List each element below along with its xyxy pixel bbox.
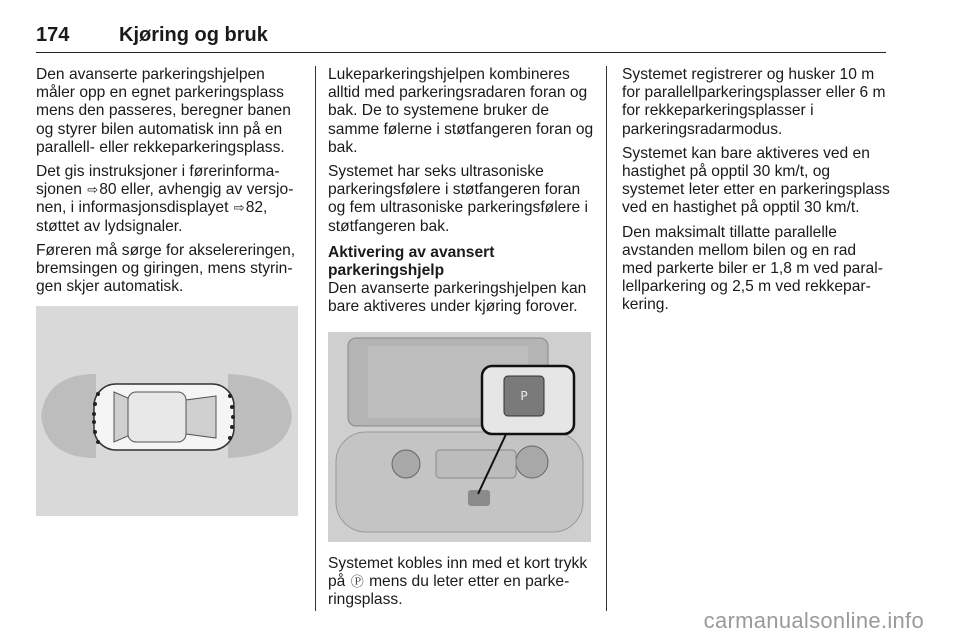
car-top-view-illustration	[36, 306, 298, 516]
paragraph: Den avanserte parkeringshjelpen kan bare aktiveres under kjøring forover.	[328, 280, 587, 316]
paragraph: Lukeparkeringshjelpen kombineres alltid med parkeringsradaren foran og bak. De to systemene bruker de samme følerne i støtfangeren foran og bak.	[328, 66, 594, 156]
center-console-illustration	[328, 332, 591, 542]
paragraph: Den avanserte parkeringshjelpen måler opp en egnet parkeringsplass mens den passeres, beregner banen og styrer bilen automatisk inn på en parallell- eller rekkeparkeringsplass.	[36, 66, 291, 156]
paragraph: Systemet har seks ultrasoniske parkeringsfølere i støtfangeren foran og fem ultrasoniske parkeringsfølere i støtfangeren bak.	[328, 163, 589, 235]
sensor-coverage-figure	[36, 306, 298, 516]
text: Systemet kobles inn med et kort trykk på	[328, 555, 588, 591]
chapter-title: Kjøring og bruk	[119, 24, 268, 46]
column-1	[36, 66, 304, 302]
text: 82, støttet av lydsignaler.	[36, 199, 268, 235]
text: mens du leter etter en parkeringsplass.	[328, 573, 570, 609]
watermark: carmanualsonline.info	[703, 608, 924, 633]
dashboard-button-figure	[328, 332, 591, 542]
column-divider	[606, 66, 607, 611]
page-number: 174	[36, 24, 70, 46]
section-heading: Aktivering av avansert parkeringshjelp	[328, 243, 495, 280]
text: 80 eller, avhengig av versjonen, i informasjonsdisplayet	[36, 181, 294, 217]
paragraph: Den maksimalt tillatte parallelle avstanden mellom bilen og en rad med parkerte biler er 1,8 m ved parallellparkering og 2,5 m ved rekkeparkering.	[622, 223, 883, 314]
column-3	[622, 66, 890, 321]
column-divider	[315, 66, 316, 611]
paragraph	[36, 163, 304, 236]
svg-text:P: P	[520, 389, 528, 403]
paragraph: Systemet kan bare aktiveres ved en hastighet på opptil 30 km/t, og systemet leter etter en parkeringsplass ved en hastighet på opptil 30 km/t.	[622, 144, 890, 217]
parking-assist-icon: Ⓟ	[350, 574, 364, 590]
paragraph: Systemet registrerer og husker 10 m for parallellparkeringsplasser eller 6 m for rekkeparkeringsplasser i parkeringsradarmodus.	[622, 66, 886, 138]
column-2	[328, 66, 594, 323]
page-reference-arrow-icon: ⇨	[87, 182, 99, 198]
figure-caption	[328, 555, 596, 610]
page-reference-arrow-icon: ⇨	[233, 200, 245, 216]
paragraph: Føreren må sørge for akselereringen, bremsingen og giringen, mens styringen skjer automatisk.	[36, 241, 296, 296]
text: Det gis instruksjoner i førerinformasjonen	[36, 163, 280, 199]
page-header	[36, 24, 886, 53]
